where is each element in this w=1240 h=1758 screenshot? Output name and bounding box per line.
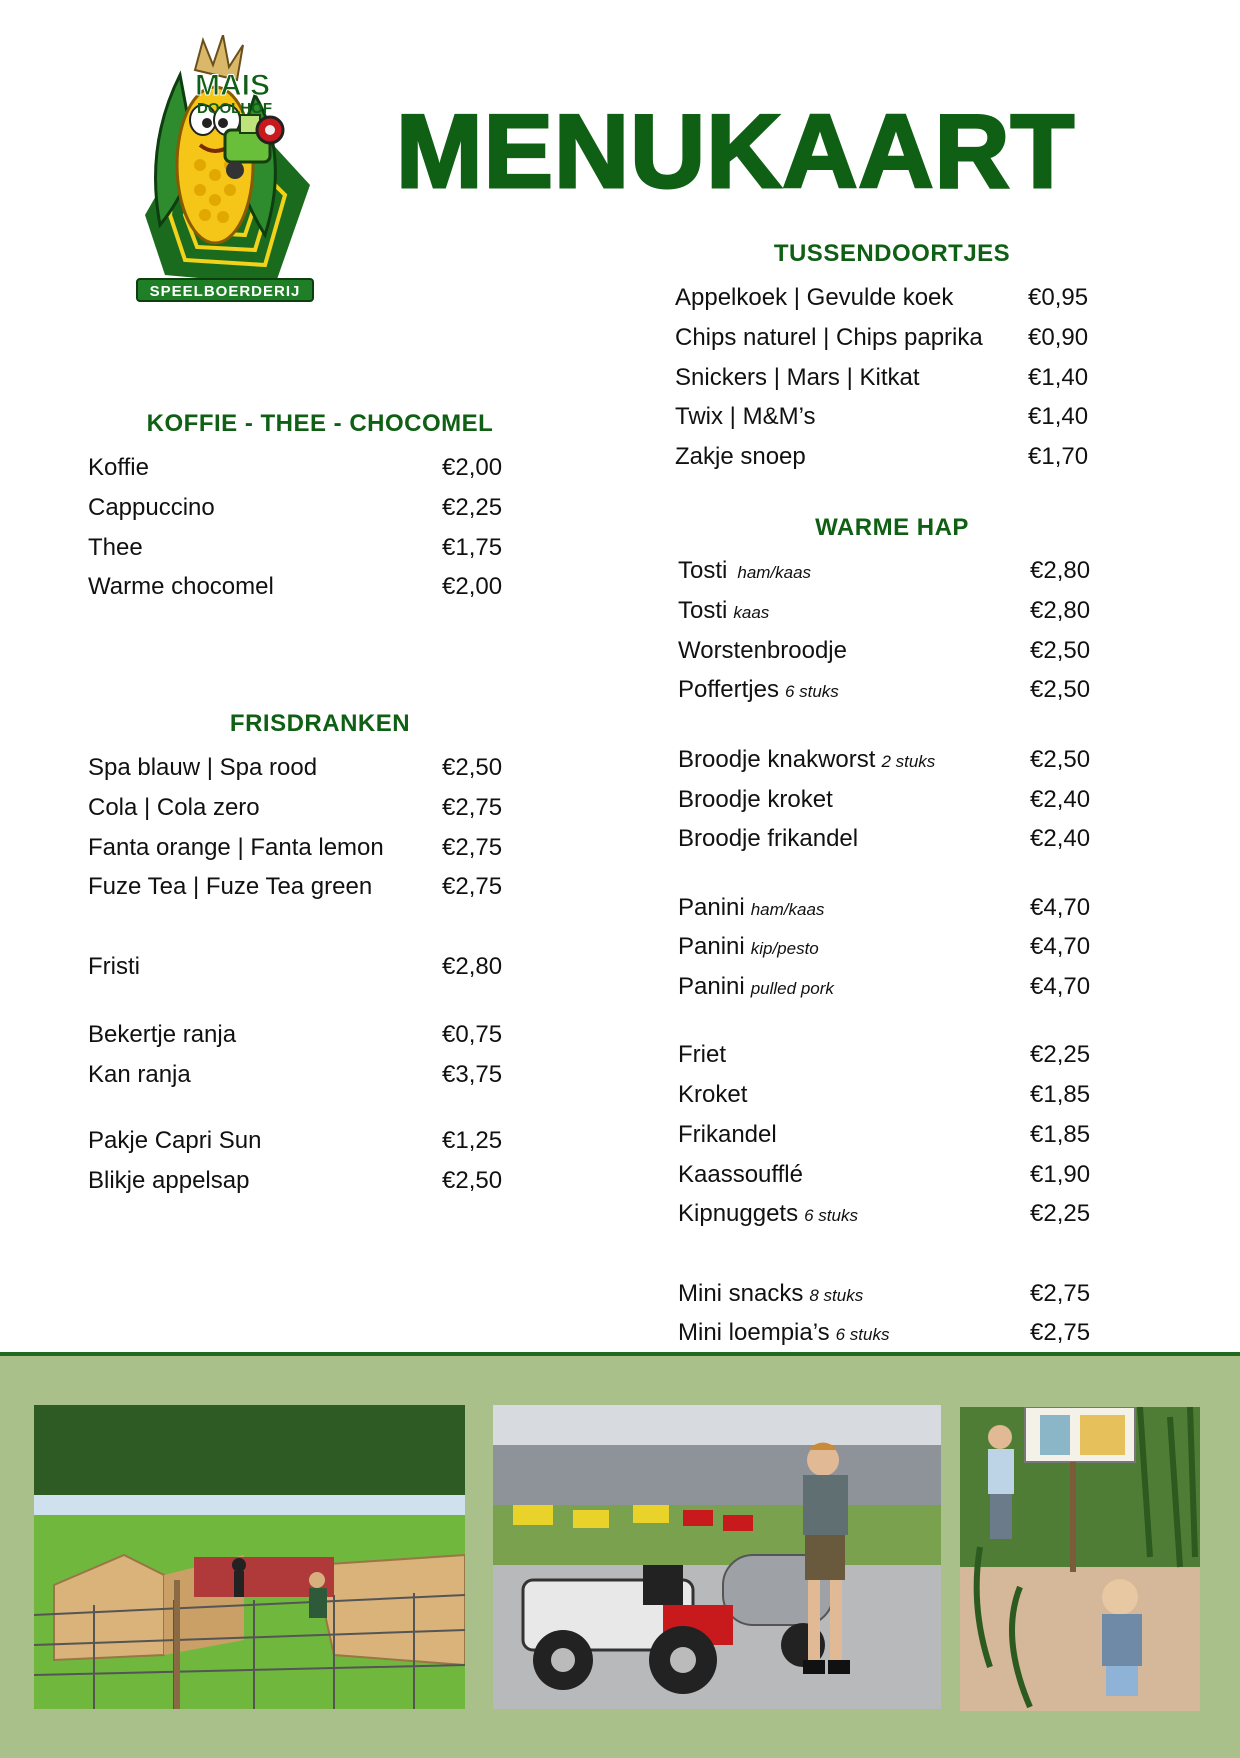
item-price: €2,80 <box>442 953 503 980</box>
item-price: €1,85 <box>1030 1081 1091 1108</box>
item-name: Cappuccino <box>88 494 215 521</box>
item-note: 8 stuks <box>809 1286 864 1305</box>
item-name: Kaassoufflé <box>678 1161 803 1188</box>
item-price: €1,40 <box>1028 403 1089 430</box>
item-name: Kroket <box>678 1081 748 1108</box>
item-price: €1,25 <box>442 1127 503 1154</box>
item-price: €1,85 <box>1030 1121 1091 1148</box>
item-name: Zakje snoep <box>675 443 806 470</box>
item-note: 6 stuks <box>784 682 839 701</box>
item-name: Kipnuggets <box>678 1200 799 1227</box>
item-price: €2,00 <box>442 573 503 600</box>
item-price: €2,40 <box>1030 825 1091 852</box>
item-note: ham/kaas <box>737 563 812 582</box>
item-price: €1,90 <box>1030 1161 1091 1188</box>
logo-brand-top: MAIS <box>195 69 270 102</box>
item-note: 2 stuks <box>881 752 936 771</box>
item-name: Cola | Cola zero <box>88 794 260 821</box>
item-price: €2,50 <box>1030 746 1091 773</box>
section-title-warme-hap: WARME HAP <box>815 514 969 541</box>
item-name: Thee <box>88 534 143 561</box>
photo-footer <box>0 1352 1240 1758</box>
item-price: €1,75 <box>442 534 503 561</box>
item-note: kaas <box>733 603 770 622</box>
item-name: Fanta orange | Fanta lemon <box>88 834 384 861</box>
item-price: €2,50 <box>1030 676 1091 703</box>
section-title-tussendoortjes: TUSSENDOORTJES <box>773 240 1011 267</box>
item-price: €2,50 <box>1030 637 1091 664</box>
item-note: ham/kaas <box>750 900 825 919</box>
item-price: €2,25 <box>442 494 503 521</box>
section-title-koffie: KOFFIE - THEE - CHOCOMEL <box>146 410 494 437</box>
item-name: Panini <box>678 894 745 921</box>
item-name: Koffie <box>88 454 149 481</box>
item-price: €0,90 <box>1028 324 1089 351</box>
photo-kids-corn <box>960 1407 1200 1711</box>
item-name: Tosti <box>678 597 728 624</box>
item-price: €2,75 <box>1030 1280 1091 1307</box>
item-name: Twix | M&M’s <box>675 403 816 430</box>
item-price: €0,75 <box>442 1021 503 1048</box>
item-note: kip/pesto <box>750 939 819 958</box>
item-name: Tosti <box>678 557 728 584</box>
item-name: Friet <box>678 1041 726 1068</box>
item-price: €2,40 <box>1030 786 1091 813</box>
item-price: €2,00 <box>442 454 503 481</box>
item-name: Spa blauw | Spa rood <box>88 754 318 781</box>
item-name: Poffertjes <box>678 676 779 703</box>
item-name: Frikandel <box>678 1121 777 1148</box>
item-price: €2,25 <box>1030 1200 1091 1227</box>
item-price: €2,75 <box>442 873 503 900</box>
item-price: €3,75 <box>442 1061 503 1088</box>
item-price: €1,40 <box>1028 364 1089 391</box>
item-price: €4,70 <box>1030 933 1091 960</box>
item-name: Panini <box>678 973 745 1000</box>
photo-maze-walls <box>34 1405 465 1709</box>
item-price: €2,75 <box>442 834 503 861</box>
item-price: €2,50 <box>442 1167 503 1194</box>
item-note: pulled pork <box>750 979 834 998</box>
item-name: Broodje kroket <box>678 786 833 813</box>
logo-banner-text: SPEELBOERDERIJ <box>149 283 301 300</box>
item-name: Mini loempia’s <box>678 1319 830 1346</box>
item-name: Worstenbroodje <box>678 637 847 664</box>
item-name: Broodje frikandel <box>678 825 859 852</box>
page-title: MENUKAART <box>396 94 1076 210</box>
item-name: Chips naturel | Chips paprika <box>675 324 983 351</box>
item-price: €2,25 <box>1030 1041 1091 1068</box>
item-name: Appelkoek | Gevulde koek <box>675 284 954 311</box>
item-name: Fuze Tea | Fuze Tea green <box>88 873 373 900</box>
item-name: Warme chocomel <box>88 573 274 600</box>
item-name: Broodje knakworst <box>678 746 876 773</box>
item-name: Bekertje ranja <box>88 1021 237 1048</box>
photo-kid-tractors <box>493 1405 941 1709</box>
item-name: Fristi <box>88 953 140 980</box>
item-price: €2,80 <box>1030 557 1091 584</box>
maisdoolhof-logo <box>125 35 325 305</box>
item-price: €4,70 <box>1030 973 1091 1000</box>
item-name: Snickers | Mars | Kitkat <box>675 364 920 391</box>
item-price: €2,50 <box>442 754 503 781</box>
item-price: €0,95 <box>1028 284 1089 311</box>
item-price: €1,70 <box>1028 443 1089 470</box>
item-note: 6 stuks <box>835 1325 890 1344</box>
item-note: 6 stuks <box>804 1206 858 1225</box>
item-price: €2,75 <box>442 794 503 821</box>
item-name: Kan ranja <box>88 1061 191 1088</box>
item-name: Pakje Capri Sun <box>88 1127 262 1154</box>
item-price: €2,75 <box>1030 1319 1091 1346</box>
item-price: €4,70 <box>1030 894 1091 921</box>
logo-brand-bottom: DOOLHOF <box>197 100 272 117</box>
item-price: €2,80 <box>1030 597 1091 624</box>
item-name: Blikje appelsap <box>88 1167 250 1194</box>
section-title-frisdranken: FRISDRANKEN <box>229 710 411 737</box>
item-name: Panini <box>678 933 745 960</box>
item-name: Mini snacks <box>678 1280 804 1307</box>
